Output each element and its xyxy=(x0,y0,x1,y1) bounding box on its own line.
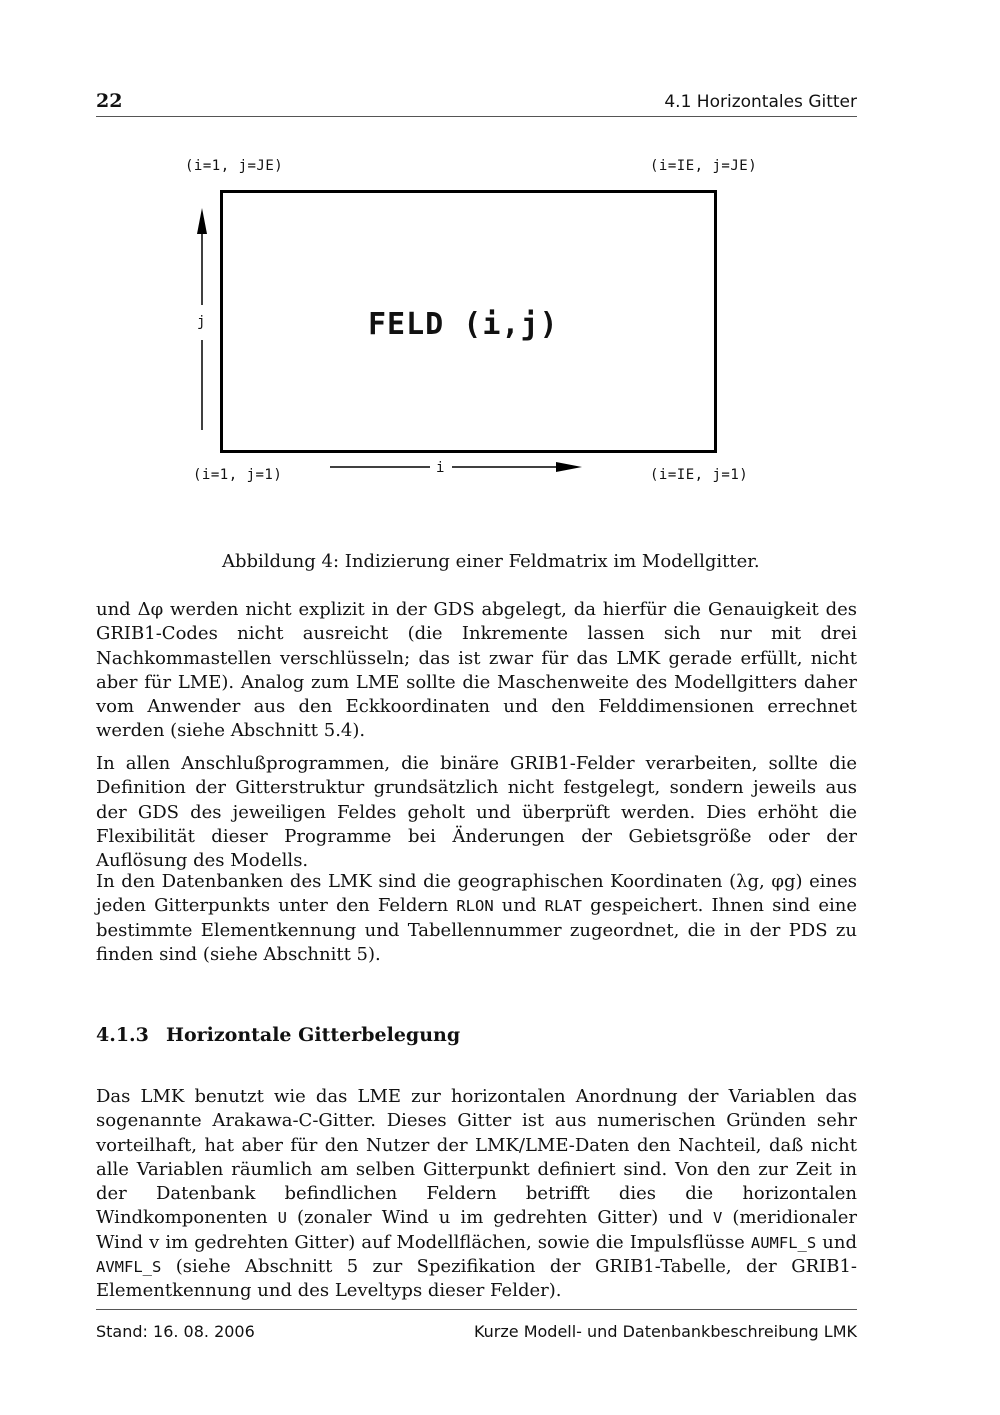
paragraph-3-text: In den Datenbanken des LMK sind die geographischen Koordinaten (λg, φg) eines jeden Gitterpunkts unter den Feldern xyxy=(96,871,857,917)
paragraph-4-text: (siehe Abschnitt 5 zur Spezifikation der GRIB1-Tabelle, der GRIB1-Elementkennung und des Leveltyps dieser Felder). xyxy=(96,1256,857,1302)
paragraph-4 xyxy=(96,1085,857,1304)
paragraph-4-text: Das LMK benutzt wie das LME zur horizontalen Anordnung der Variablen das sogenannte Arakawa-C-Gitter. Dieses Gitter ist aus numerischen Gründen sehr vorteilhaft, hat aber für den Nutzer der LMK/LME-Daten den Nachteil, daß nicht alle Variablen räumlich am selben Gitterpunkt definiert sind. Von den zur Zeit in der Datenbank befindlichen Feldern betrifft dies die horizontalen Windkomponenten xyxy=(96,1086,857,1229)
corner-label-top-right: (i=IE, j=JE) xyxy=(650,158,758,174)
footer-rule xyxy=(96,1309,857,1310)
corner-label-bottom-left: (i=1, j=1) xyxy=(193,467,283,483)
field-matrix-label: FELD (i,j) xyxy=(368,307,559,342)
section-number: 4.1.3 xyxy=(96,1024,149,1046)
paragraph-3 xyxy=(96,870,857,967)
footer-title: Kurze Modell- und Datenbankbeschreibung LMK xyxy=(473,1322,857,1341)
code-v: V xyxy=(713,1209,723,1228)
paragraph-1-text: und Δφ werden nicht explizit in der GDS abgelegt, da hierfür die Genauigkeit des GRIB1-Codes nicht ausreicht (die Inkremente lassen sich nur mit drei Nachkommastellen verschlüsseln; das ist zwar für das LMK gerade erfüllt, nicht aber für LME). Analog zum LME sollte die Maschenweite des Modellgitters daher vom Anwender aus den Eckkoordinaten und den Felddimensionen errechnet werden (siehe Abschnitt 5.4). xyxy=(96,599,857,742)
axis-i-label: i xyxy=(436,460,445,476)
code-avmfl-s: AVMFL_S xyxy=(96,1258,162,1277)
code-aumfl-s: AUMFL_S xyxy=(750,1233,817,1252)
running-head: 4.1 Horizontales Gitter xyxy=(664,92,857,112)
paragraph-4-text: (zonaler Wind u im gedrehten Gitter) und xyxy=(286,1207,714,1229)
axis-j-label: j xyxy=(197,314,206,330)
section-title: Horizontale Gitterbelegung xyxy=(166,1024,461,1046)
paragraph-2-text: In allen Anschlußprogrammen, die binäre GRIB1-Felder verarbeiten, sollte die Definition der Gitterstruktur grundsätzlich nicht festgelegt, sondern jeweils aus der GDS des jeweiligen Feldes geholt und überprüft werden. Dies erhöht die Flexibilität dieser Programme bei Änderungen der Gebietsgröße oder der Auflösung des Modells. xyxy=(96,753,857,872)
figure-caption: Abbildung 4: Indizierung einer Feldmatrix im Modellgitter. xyxy=(222,551,760,572)
paragraph-3-text: gespeichert. Ihnen sind eine bestimmte Elementkennung und Tabellennummer zugeordnet, die in der PDS zu finden sind (siehe Abschnitt 5). xyxy=(96,895,857,965)
code-rlat: RLAT xyxy=(544,897,582,916)
code-rlon: RLON xyxy=(456,897,494,916)
paragraph-2 xyxy=(96,752,857,873)
paragraph-3-text: und xyxy=(493,895,545,917)
paragraph-1 xyxy=(96,598,857,744)
axis-j-arrowhead xyxy=(197,208,207,234)
page-number: 22 xyxy=(96,90,123,112)
axis-i-arrowhead xyxy=(556,462,582,472)
corner-label-top-left: (i=1, j=JE) xyxy=(185,158,284,174)
paragraph-4-text: (meridionaler Wind v im gedrehten Gitter) auf Modellflächen, sowie die Impulsflüsse xyxy=(96,1207,857,1253)
paragraph-4-text: und xyxy=(816,1231,857,1253)
code-u: U xyxy=(277,1209,287,1228)
section-heading xyxy=(96,1024,460,1046)
corner-label-bottom-right: (i=IE, j=1) xyxy=(650,467,749,483)
footer-date: Stand: 16. 08. 2006 xyxy=(96,1322,255,1341)
